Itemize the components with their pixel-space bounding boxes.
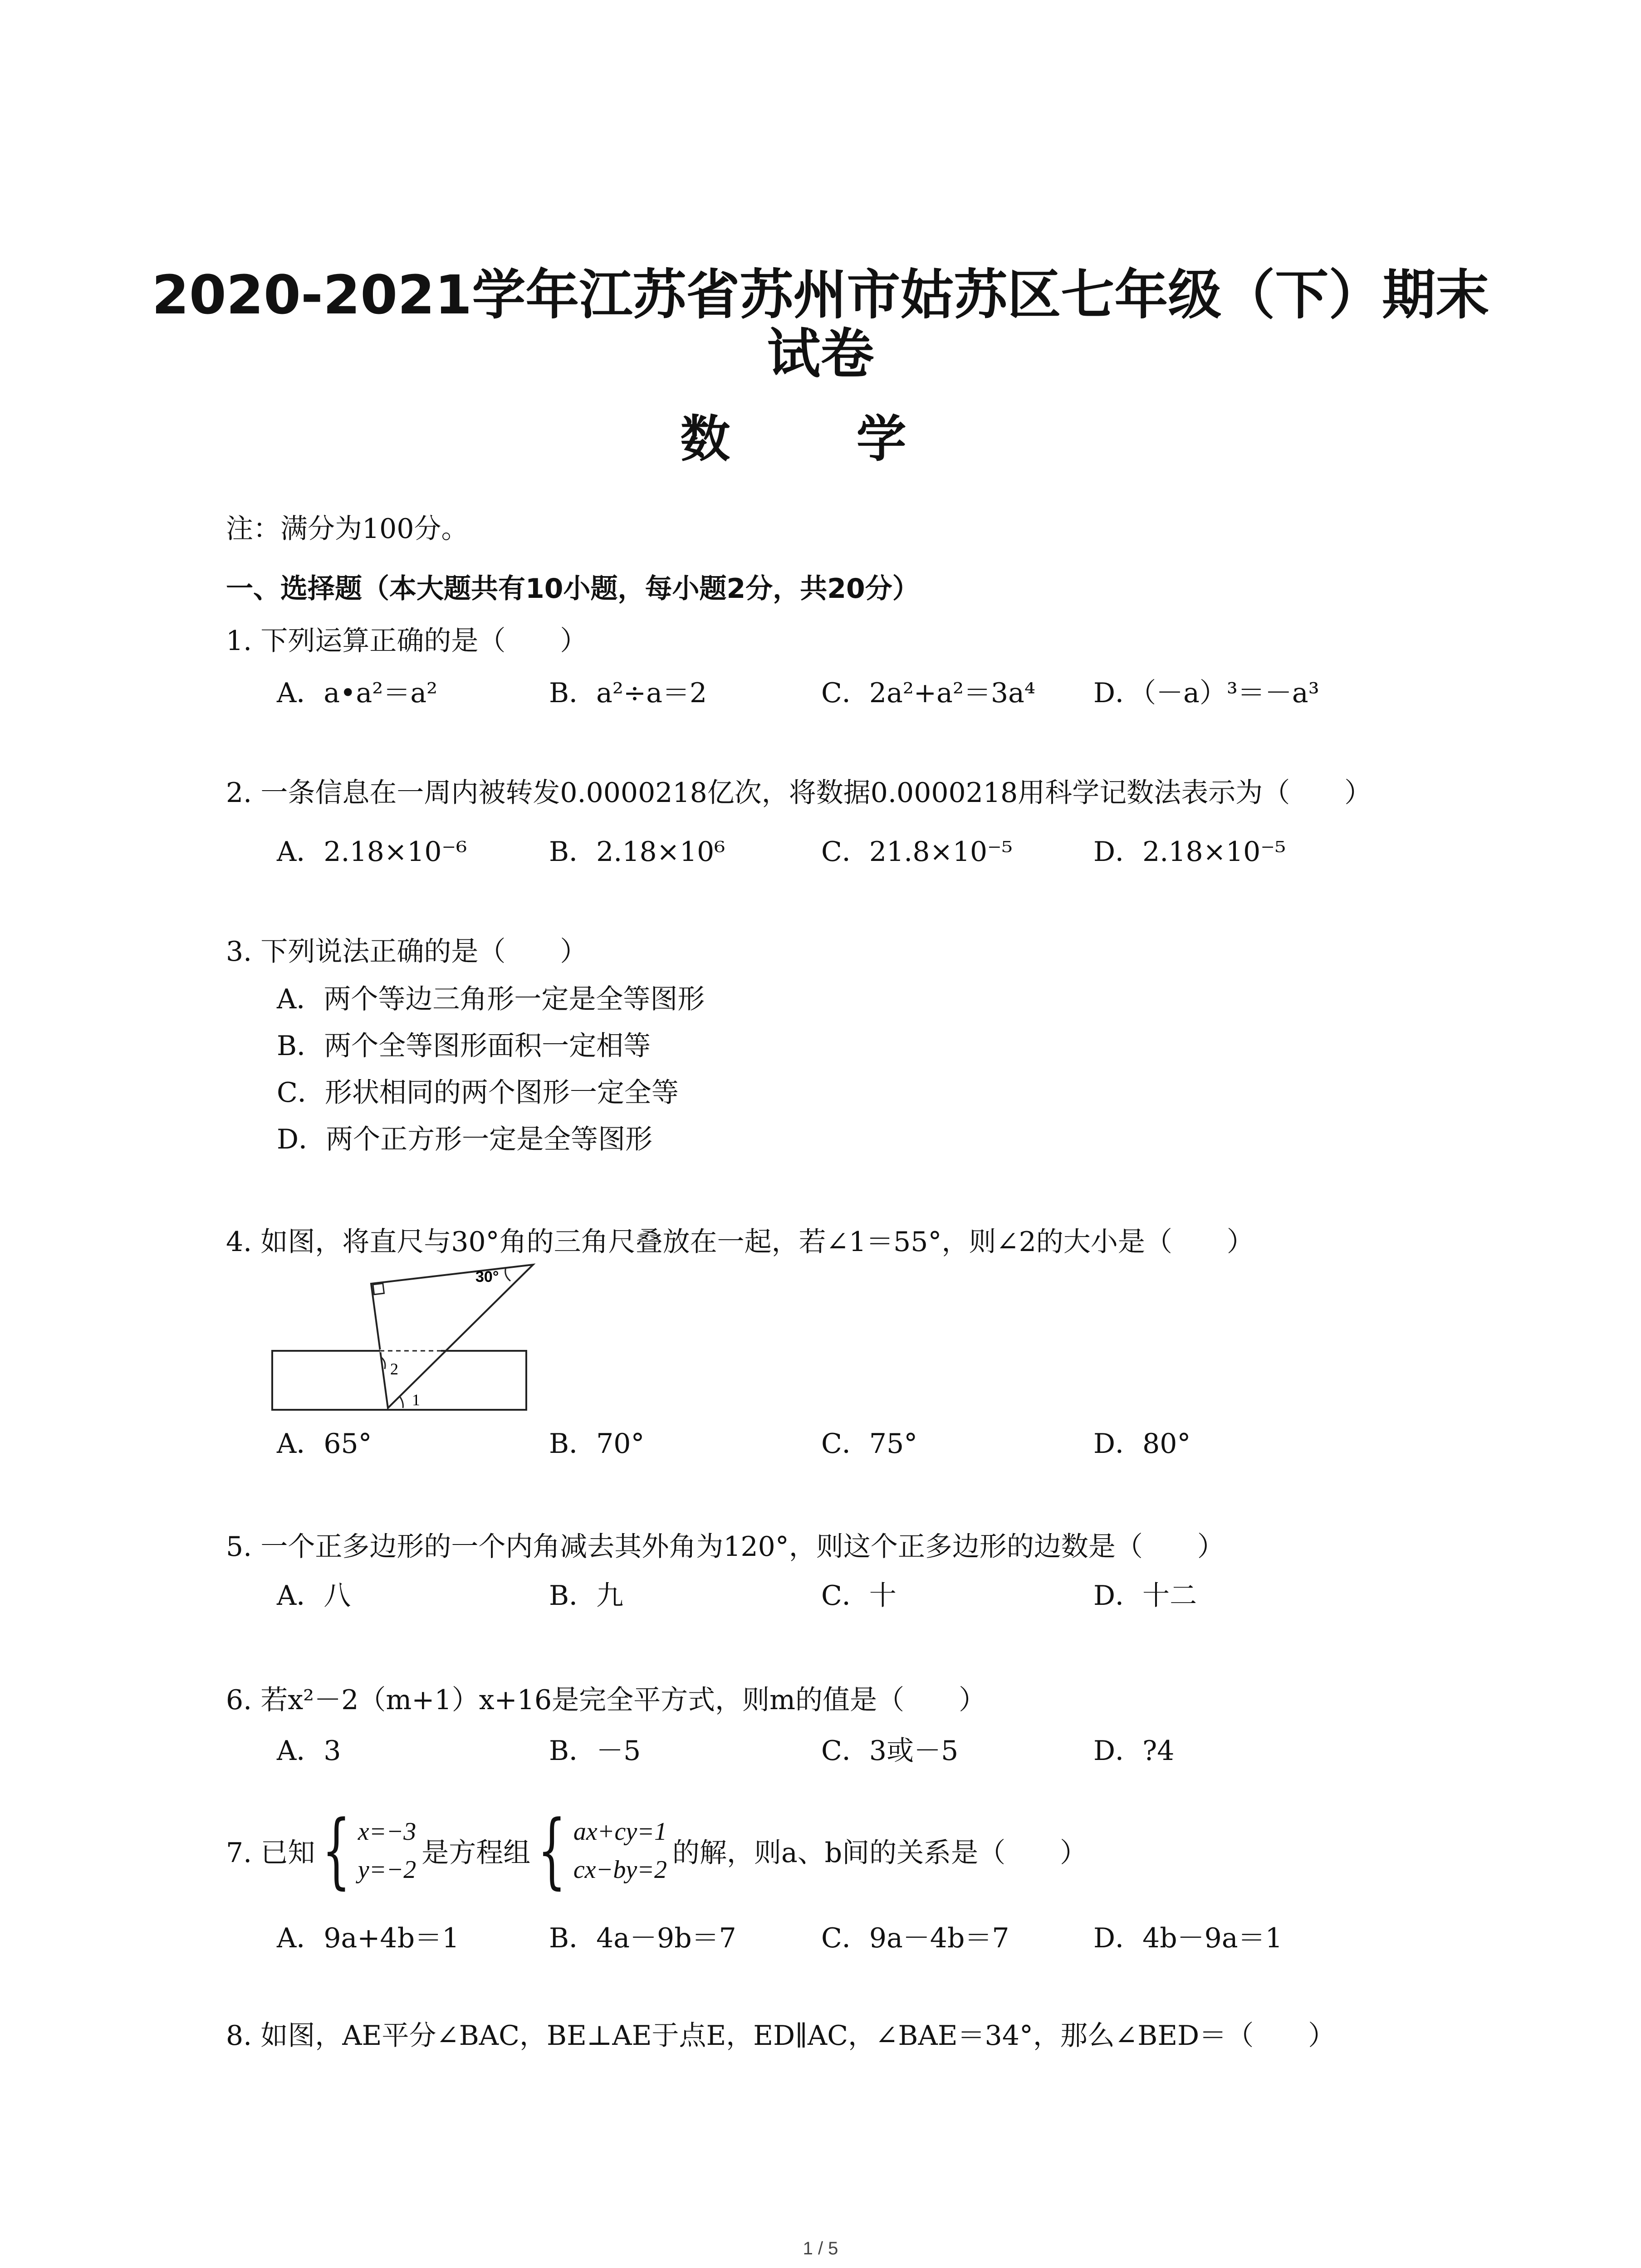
q5-option-c: C．十 bbox=[821, 1580, 896, 1612]
q2-option-a: A．2.18×10⁻⁶ bbox=[277, 836, 467, 868]
q7-option-b: B．4a－9b＝7 bbox=[549, 1922, 736, 1954]
q1-option-d: D．（－a）³＝－a³ bbox=[1093, 677, 1319, 709]
q6-option-c: C．3或－5 bbox=[821, 1735, 959, 1767]
q5-option-d: D．十二 bbox=[1093, 1580, 1197, 1612]
q7-system1-eq2: y=−2 bbox=[358, 1856, 416, 1884]
q1-option-a: A．a•a²＝a² bbox=[277, 677, 438, 709]
q4-option-b: B．70° bbox=[549, 1428, 645, 1460]
q7-prefix: 7. 已知 bbox=[226, 1837, 315, 1869]
q2-option-d: D．2.18×10⁻⁵ bbox=[1093, 836, 1286, 868]
ruler-triangle-figure bbox=[268, 1261, 549, 1424]
q3-option-b: B．两个全等图形面积一定相等 bbox=[277, 1030, 651, 1062]
q3-option-a: A．两个等边三角形一定是全等图形 bbox=[277, 983, 705, 1015]
label-angle-1: 1 bbox=[412, 1391, 420, 1409]
q4-option-d: D．80° bbox=[1093, 1428, 1191, 1460]
q4-option-a: A．65° bbox=[277, 1428, 372, 1460]
angle-1-arc bbox=[400, 1397, 403, 1408]
question-6-stem: 6. 若x²－2（m+1）x+16是完全平方式，则m的值是（ ） bbox=[226, 1684, 986, 1716]
q7-system-2 bbox=[573, 1813, 667, 1889]
q7-option-a: A．9a+4b＝1 bbox=[277, 1922, 460, 1954]
question-3-stem: 3. 下列说法正确的是（ ） bbox=[226, 936, 588, 968]
subject-heading: 数 学 bbox=[680, 410, 961, 468]
title-line-2: 试卷 bbox=[767, 323, 874, 385]
q7-system-1 bbox=[358, 1813, 416, 1889]
q7-system1-eq1: x=−3 bbox=[358, 1818, 416, 1846]
question-4-stem: 4. 如图，将直尺与30°角的三角尺叠放在一起，若∠1＝55°，则∠2的大小是（ ） bbox=[226, 1226, 1254, 1258]
q4-option-c: C．75° bbox=[821, 1428, 918, 1460]
q7-suffix: 的解，则a、b间的关系是（ ） bbox=[672, 1837, 1087, 1869]
q6-option-d: D．?4 bbox=[1093, 1735, 1175, 1767]
q6-option-a: A．3 bbox=[277, 1735, 341, 1767]
title-line-1: 2020-2021学年江苏省苏州市姑苏区七年级（下）期末 bbox=[152, 264, 1489, 326]
q7-left-brace-2: { bbox=[538, 1803, 567, 1898]
angle-30-arc bbox=[505, 1267, 510, 1281]
page-number: 1 / 5 bbox=[803, 2239, 838, 2258]
q1-option-b: B．a²÷a＝2 bbox=[549, 677, 707, 709]
q1-option-c: C．2a²+a²＝3a⁴ bbox=[821, 677, 1036, 709]
label-angle-2: 2 bbox=[390, 1360, 398, 1378]
q7-system2-eq1: ax+cy=1 bbox=[573, 1818, 667, 1846]
question-8-stem: 8. 如图，AE平分∠BAC，BE⊥AE于点E，ED∥AC，∠BAE＝34°，那么∠BED＝（ ） bbox=[226, 2020, 1336, 2052]
q5-option-a: A．八 bbox=[277, 1580, 351, 1612]
q7-option-c: C．9a－4b＝7 bbox=[821, 1922, 1009, 1954]
triangle-shape bbox=[371, 1265, 533, 1408]
question-7-stem bbox=[226, 1803, 1087, 1898]
right-angle-mark bbox=[373, 1283, 384, 1295]
question-5-stem: 5. 一个正多边形的一个内角减去其外角为120°，则这个正多边形的边数是（ ） bbox=[226, 1531, 1225, 1563]
question-2-stem: 2. 一条信息在一周内被转发0.0000218亿次，将数据0.0000218用科学记数法表示为（ ） bbox=[226, 777, 1372, 809]
question-1-stem: 1. 下列运算正确的是（ ） bbox=[226, 625, 588, 657]
label-30-degree: 30° bbox=[475, 1268, 499, 1286]
section-heading-choice: 一、选择题（本大题共有10小题，每小题2分，共20分） bbox=[226, 573, 920, 605]
q5-option-b: B．九 bbox=[549, 1580, 624, 1612]
q7-mid: 是方程组 bbox=[421, 1837, 531, 1869]
q7-left-brace-1: { bbox=[322, 1803, 351, 1898]
q6-option-b: B．－5 bbox=[549, 1735, 641, 1767]
q7-system2-eq2: cx−by=2 bbox=[573, 1856, 667, 1884]
q3-option-c: C．形状相同的两个图形一定全等 bbox=[277, 1077, 679, 1109]
q2-option-c: C．21.8×10⁻⁵ bbox=[821, 836, 1013, 868]
ruler-rect bbox=[272, 1351, 526, 1410]
score-note: 注：满分为100分。 bbox=[226, 513, 469, 545]
q2-option-b: B．2.18×10⁶ bbox=[549, 836, 725, 868]
q7-option-d: D．4b－9a＝1 bbox=[1093, 1922, 1283, 1954]
q3-option-d: D．两个正方形一定是全等图形 bbox=[277, 1124, 653, 1155]
